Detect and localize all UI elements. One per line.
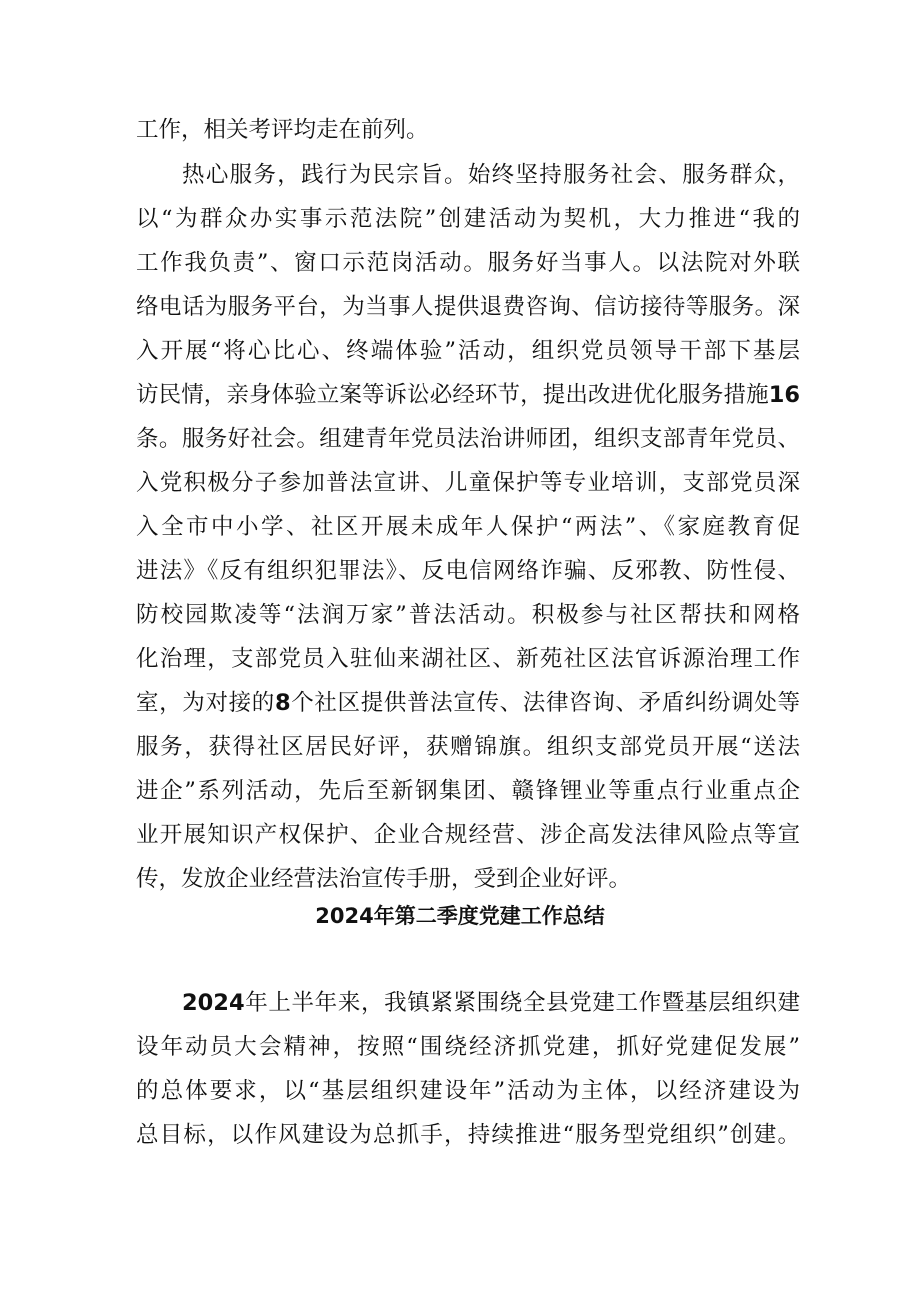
paragraph-line: 工作我负责”、窗口示范岗活动。服务好当事人。以法院对外联 bbox=[136, 250, 800, 276]
paragraph-line: 的总体要求，以“基层组织建设年”活动为主体，以经济建设为 bbox=[136, 1078, 800, 1104]
paragraph-line: 总目标，以作风建设为总抓手，持续推进“服务型党组织”创建。 bbox=[136, 1122, 800, 1148]
paragraph-line: 入开展“将心比心、终端体验”活动，组织党员领导干部下基层 bbox=[136, 338, 800, 364]
number-8: 8 bbox=[274, 690, 291, 716]
year-number: 2024 bbox=[182, 990, 245, 1016]
paragraph-line bbox=[136, 378, 800, 412]
line-text: 个社区提供普法宣传、法律咨询、矛盾纠纷调处等 bbox=[290, 690, 800, 716]
line-text: 访民情，亲身体验立案等诉讼必经环节，提出改进优化服务措施 bbox=[136, 382, 769, 408]
paragraph-line: 热心服务，践行为民宗旨。始终坚持服务社会、服务群众， bbox=[182, 162, 800, 188]
number-16: 16 bbox=[768, 382, 800, 408]
paragraph-line: 工作，相关考评均走在前列。 bbox=[136, 117, 429, 143]
paragraph-line: 进企”系列活动，先后至新钢集团、赣锋锂业等重点行业重点企 bbox=[136, 778, 800, 804]
paragraph-line: 以“为群众办实事示范法院”创建活动为契机，大力推进“我的 bbox=[136, 206, 800, 232]
paragraph-line: 进法》《反有组织犯罪法》、反电信网络诈骗、反邪教、防性侵、 bbox=[136, 558, 800, 584]
paragraph-line: 传，发放企业经营法治宣传手册，受到企业好评。 bbox=[136, 866, 632, 892]
paragraph-line: 入全市中小学、社区开展未成年人保护“两法”、《家庭教育促 bbox=[136, 514, 800, 540]
paragraph-line: 业开展知识产权保护、企业合规经营、涉企高发法律风险点等宣 bbox=[136, 822, 800, 848]
paragraph-line: 设年动员大会精神，按照“围绕经济抓党建，抓好党建促发展” bbox=[136, 1034, 800, 1060]
paragraph-line bbox=[182, 986, 800, 1020]
line-text: 年上半年来，我镇紧紧围绕全县党建工作暨基层组织建 bbox=[244, 990, 800, 1016]
paragraph-line: 化治理，支部党员入驻仙来湖社区、新苑社区法官诉源治理工作 bbox=[136, 646, 800, 672]
paragraph-line: 入党积极分子参加普法宣讲、儿童保护等专业培训，支部党员深 bbox=[136, 470, 800, 496]
paragraph-line: 条。服务好社会。组建青年党员法治讲师团，组织支部青年党员、 bbox=[136, 426, 800, 452]
paragraph-line: 服务，获得社区居民好评，获赠锦旗。组织支部党员开展“送法 bbox=[136, 734, 800, 760]
line-text: 室，为对接的 bbox=[136, 690, 275, 716]
paragraph-line: 防校园欺凌等“法润万家”普法活动。积极参与社区帮扶和网格 bbox=[136, 602, 800, 628]
section-title: 2024年第二季度党建工作总结 bbox=[315, 904, 605, 928]
paragraph-line bbox=[136, 686, 800, 720]
paragraph-line: 络电话为服务平台，为当事人提供退费咨询、信访接待等服务。深 bbox=[136, 294, 800, 320]
